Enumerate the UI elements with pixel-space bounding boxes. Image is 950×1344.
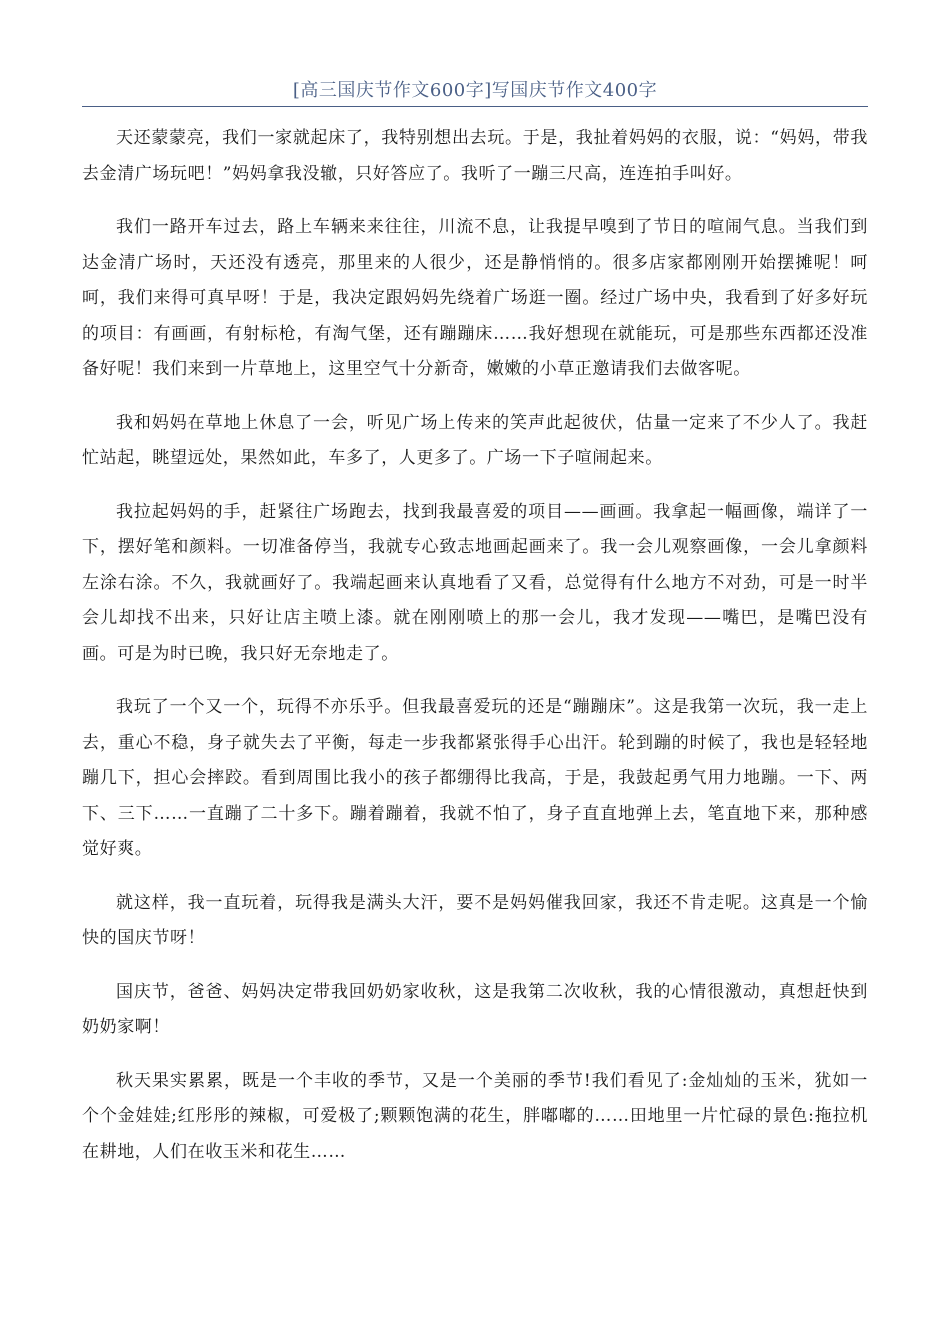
- document-page: [82, 78, 868, 1188]
- paragraph: 国庆节，爸爸、妈妈决定带我回奶奶家收秋，这是我第二次收秋，我的心情很激动，真想赶快到奶奶家啊！: [82, 981, 868, 1037]
- paragraph: 我拉起妈妈的手，赶紧往广场跑去，找到我最喜爱的项目——画画。我拿起一幅画像，端详了一下，摆好笔和颜料。一切准备停当，我就专心致志地画起画来了。我一会儿观察画像，一会儿拿颜料左涂右涂。不久，我就画好了。我端起画来认真地看了又看，总觉得有什么地方不对劲，可是一时半会儿却找不出来，只好让店主喷上漆。就在刚刚喷上的那一会儿，我才发现——嘴巴，是嘴巴没有画。可是为时已晚，我只好无奈地走了。: [82, 501, 868, 664]
- paragraph: 我们一路开车过去，路上车辆来来往往，川流不息，让我提早嗅到了节日的喧闹气息。当我们到达金清广场时，天还没有透亮，那里来的人很少，还是静悄悄的。很多店家都刚刚开始摆摊呢！呵呵，我们来得可真早呀！于是，我决定跟妈妈先绕着广场逛一圈。经过广场中央，我看到了好多好玩的项目：有画画，有射标枪，有淘气堡，还有蹦蹦床……我好想现在就能玩，可是那些东西都还没准备好呢！我们来到一片草地上，这里空气十分新奇，嫩嫩的小草正邀请我们去做客呢。: [82, 217, 868, 379]
- paragraph: 秋天果实累累，既是一个丰收的季节，又是一个美丽的季节!我们看见了:金灿灿的玉米，犹如一个个金娃娃;红彤彤的辣椒，可爱极了;颗颗饱满的花生，胖嘟嘟的……田地里一片忙碌的景色:拖拉机在耕地，人们在收玉米和花生……: [82, 1070, 868, 1162]
- paragraph: 我玩了一个又一个，玩得不亦乐乎。但我最喜爱玩的还是“蹦蹦床”。这是我第一次玩，我一走上去，重心不稳，身子就失去了平衡，每走一步我都紧张得手心出汗。轮到蹦的时候了，我也是轻轻地蹦几下，担心会摔跤。看到周围比我小的孩子都绷得比我高，于是，我鼓起勇气用力地蹦。一下、两下、三下……一直蹦了二十多下。蹦着蹦着，我就不怕了，身子直直地弹上去，笔直地下来，那种感觉好爽。: [82, 697, 868, 859]
- paragraph: 天还蒙蒙亮，我们一家就起床了，我特别想出去玩。于是，我扯着妈妈的衣服，说：“妈妈，带我去金清广场玩吧！”妈妈拿我没辙，只好答应了。我听了一蹦三尺高，连连拍手叫好。: [82, 128, 868, 184]
- header-divider: [82, 106, 868, 107]
- document-title: [高三国庆节作文600字]写国庆节作文400字: [292, 80, 658, 101]
- paragraph: 我和妈妈在草地上休息了一会，听见广场上传来的笑声此起彼伏，估量一定来了不少人了。我赶忙站起，眺望远处，果然如此，车多了，人更多了。广场一下子喧闹起来。: [82, 412, 868, 468]
- paragraph: 就这样，我一直玩着，玩得我是满头大汗，要不是妈妈催我回家，我还不肯走呢。这真是一个愉快的国庆节呀！: [82, 892, 868, 948]
